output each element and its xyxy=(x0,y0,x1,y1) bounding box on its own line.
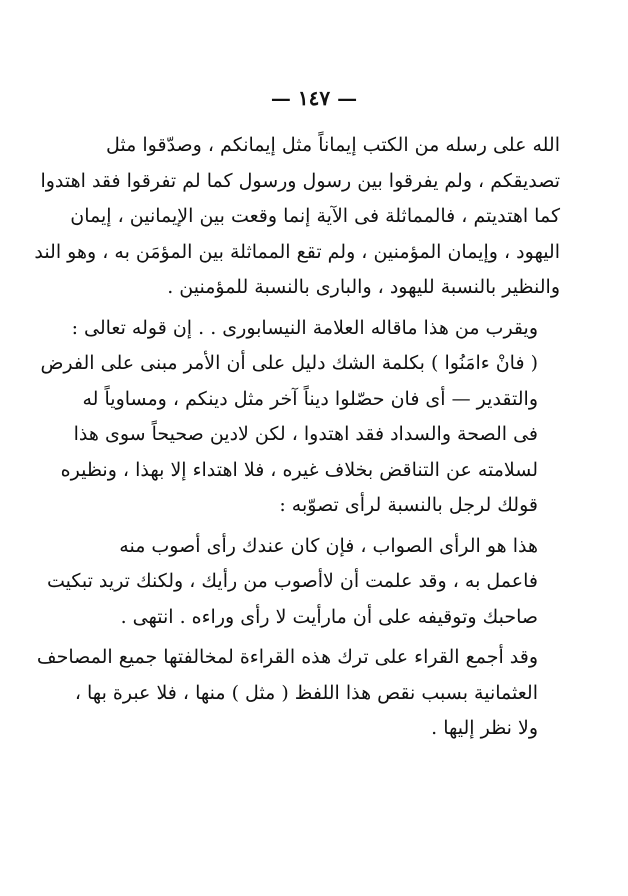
paragraph-1 xyxy=(34,128,560,306)
paragraph-2 xyxy=(40,311,560,524)
text-line: فى الصحة والسداد فقد اهتدوا ، لكن لادين صحيحاً سوى هذا xyxy=(73,423,538,445)
text-line: والنظير بالنسبة لليهود ، والبارى بالنسبة للمؤمنين . xyxy=(167,276,560,298)
paragraph-4 xyxy=(36,640,560,747)
text-line: ( فانْ ءامَنُوا ) بكلمة الشك دليل على أن الأمر مبنى على الفرض xyxy=(40,352,538,374)
text-line: فاعمل به ، وقد علمت أن لاأصوب من رأيك ، ولكنك تريد تبكيت xyxy=(46,570,538,592)
text-line: اليهود ، وإيمان المؤمنين ، ولم تقع المماثلة بين المؤمَن به ، وهو الند xyxy=(34,240,560,263)
body-text xyxy=(34,128,560,747)
text-line: لسلامته عن التناقض بخلاف غيره ، فلا اهتداء إلا بهذا ، ونظيره xyxy=(60,458,538,481)
paragraph-3 xyxy=(46,529,560,636)
text-line: وقد أجمع القراء على ترك هذه القراءة لمخالفتها جميع المصاحف xyxy=(36,646,538,668)
text-line: كما اهتديتم ، فالمماثلة فى الآية إنما وقعت بين الإيمانين ، إيمان xyxy=(70,205,560,227)
page-number: — ١٤٧ — xyxy=(270,86,358,110)
text-line: الله على رسله من الكتب إيماناً مثل إيمانكم ، وصدّقوا مثل xyxy=(106,134,560,156)
text-line: صاحبك وتوقيفه على أن مارأيت لا رأى وراءه . انتهى . xyxy=(120,605,538,628)
text-line: والتقدير — أى فان حصّلوا ديناً آخر مثل دينكم ، ومساوياً له xyxy=(82,387,538,410)
text-line: تصديقكم ، ولم يفرقوا بين رسول ورسول كما لم تفرقوا فقد اهتدوا xyxy=(40,169,560,192)
text-line: ويقرب من هذا ماقاله العلامة النيسابورى . . إن قوله تعالى : xyxy=(71,316,538,339)
text-line: العثمانية بسبب نقص هذا اللفظ ( مثل ) منها ، فلا عبرة بها ، xyxy=(74,681,538,704)
text-line: هذا هو الرأى الصواب ، فإن كان عندك رأى أصوب منه xyxy=(119,534,538,557)
text-line: قولك لرجل بالنسبة لرأى تصوّبه : xyxy=(279,494,538,516)
text-line: ولا نظر إليها . xyxy=(431,717,538,739)
